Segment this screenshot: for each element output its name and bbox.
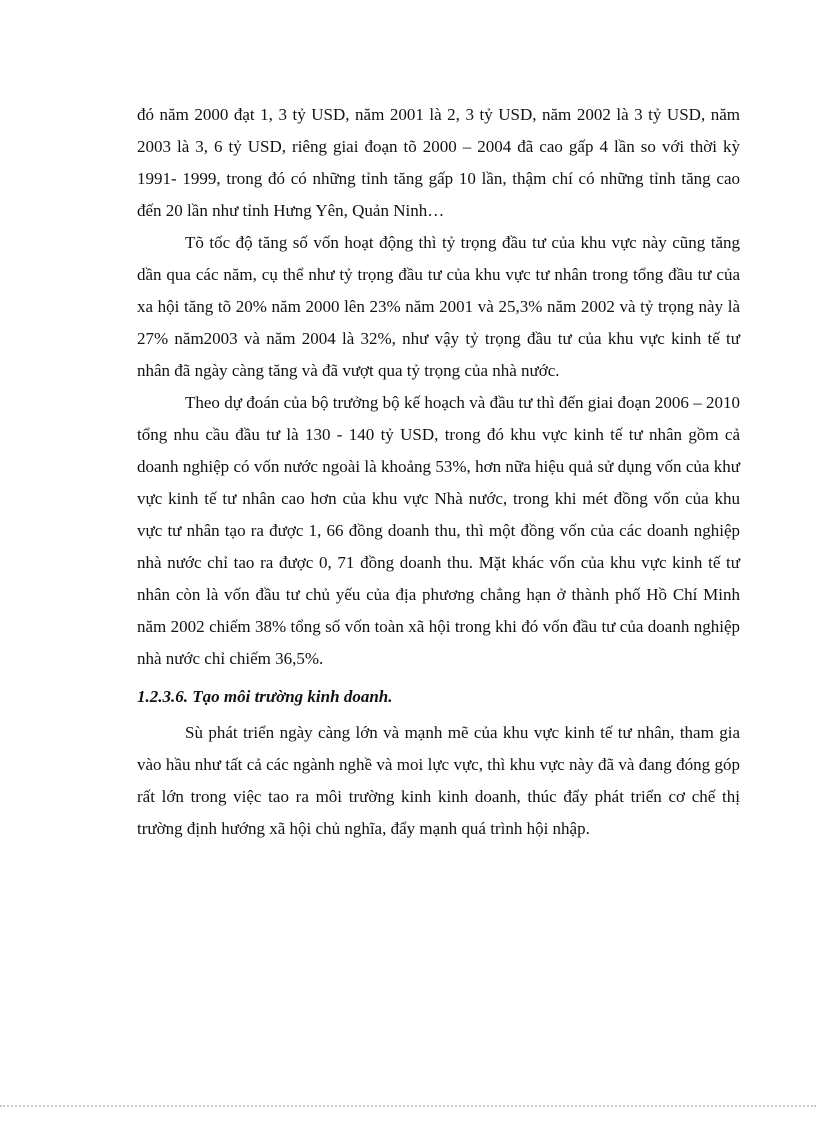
paragraph-investment-share: Tõ tốc độ tăng số vốn hoạt động thì tỷ trọng đầu tư của khu vực này cũng tăng dần qua các năm, cụ thể như tỷ trọng đầu tư của khu vực tư nhân trong tổng đầu tư của xa hội tăng tõ 20% năm 2000 lên 23% năm 2001 và 25,3% năm 2002 và tỷ trọng này là 27% năm2003 và năm 2004 là 32%, như vậy tỷ trọng đầu tư của khu vực kinh tế tư nhân đã ngày càng tăng và đã vượt qua tỷ trọng của nhà nước. — [137, 233, 740, 380]
paragraph-continuation: đó năm 2000 đạt 1, 3 tỷ USD, năm 2001 là 2, 3 tỷ USD, năm 2002 là 3 tỷ USD, năm 2003 là 3, 6 tỷ USD, riêng giai đoạn tõ 2000 – 2004 đã cao gấp 4 lần so với thời kỳ 1991- 1999, trong đó có những tỉnh tăng gấp 10 lần, thậm chí có những tỉnh tăng cao đến 20 lần như tỉnh Hưng Yên, Quản Ninh… — [137, 105, 740, 220]
paragraph-business-environment: Sù phát triển ngày càng lớn và mạnh mẽ của khu vực kinh tế tư nhân, tham gia vào hầu như tất cả các ngành nghề và moi lực vực, thì khu vực này đã và đang đóng góp rất lớn trong việc tao ra môi trường kinh kinh doanh, thúc đẩy phát triển cơ chế thị trường định hướng xã hội chủ nghĩa, đẩy mạnh quá trình hội nhập. — [137, 723, 740, 838]
section-heading: 1.2.3.6. Tạo môi trường kinh doanh. — [137, 687, 393, 706]
paragraph-forecast: Theo dự đoán của bộ trưởng bộ kế hoạch và đầu tư thì đến giai đoạn 2006 – 2010 tổng nhu cầu đầu tư là 130 - 140 tỷ USD, trong đó khu vực kinh tế tư nhân gồm cả doanh nghiệp có vốn nước ngoài là khoảng 53%, hơn nữa hiệu quả sử dụng vốn của khư vực kinh tế tư nhân cao hơn của khu vực Nhà nước, trong khi mét đồng vốn của khu vực tư nhân tạo ra được 1, 66 đồng doanh thu, thì một đồng vốn của các doanh nghiệp nhà nước chỉ tao ra được 0, 71 đồng doanh thu. Mặt khác vốn của khu vực kinh tế tư nhân còn là vốn đầu tư chủ yếu của địa phương chẳng hạn ở thành phố Hồ Chí Minh năm 2002 chiếm 38% tổng số vốn toàn xã hội trong khi đó vốn đầu tư của doanh nghiệp nhà nước chỉ chiếm 36,5%. — [137, 393, 740, 668]
page-bottom-dotted-rule — [0, 1105, 816, 1107]
